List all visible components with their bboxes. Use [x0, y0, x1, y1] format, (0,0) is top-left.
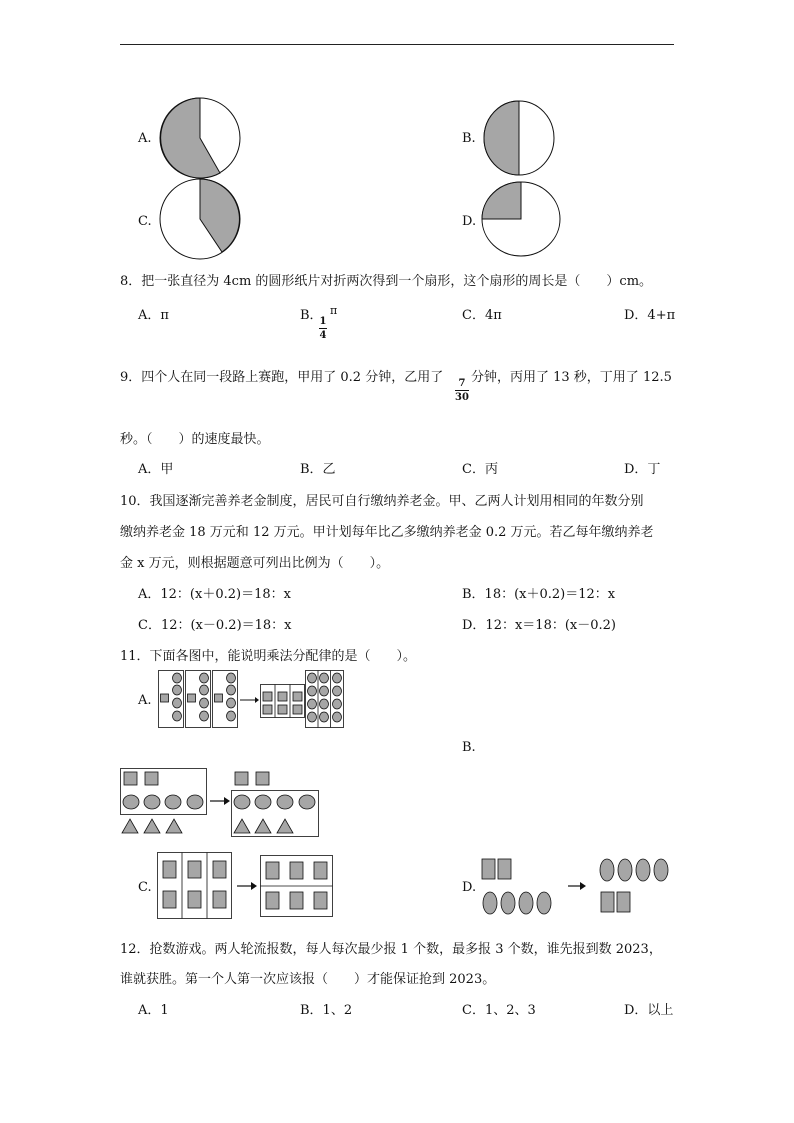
q9-option-b[interactable]: B．乙 [300, 462, 336, 477]
q10-option-c[interactable]: C．12：(x－0.2)＝18：x [138, 618, 292, 633]
q12-stem-line2: 谁就获胜。第一个人第一次应该报（ ）才能保证抢到 2023。 [120, 972, 496, 987]
q8-option-b-fraction [319, 316, 327, 341]
q8-option-b-prefix[interactable]: B． [300, 308, 323, 323]
q10-option-b[interactable]: B．18：(x＋0.2)＝12：x [462, 587, 616, 602]
q7-option-c-label[interactable]: C. [138, 214, 152, 229]
fraction-denominator: 4 [319, 330, 327, 341]
q8-option-b-pi: π [330, 304, 338, 317]
q9-option-a[interactable]: A．甲 [138, 462, 174, 477]
q8-option-c[interactable]: C．4π [462, 308, 502, 323]
q10-stem-line2: 缴纳养老金 18 万元和 12 万元。甲计划每年比乙多缴纳养老金 0.2 万元。若乙每年缴纳养老 [120, 525, 654, 540]
q9-option-c[interactable]: C．丙 [462, 462, 498, 477]
q10-stem-line3: 金 x 万元，则根据题意可列出比例为（ ）。 [120, 556, 390, 571]
fraction-numerator: 1 [319, 316, 327, 327]
q7-option-c-pie[interactable] [158, 177, 242, 261]
q8-option-d[interactable]: D．4+π [624, 308, 676, 323]
q12-option-a[interactable]: A．1 [138, 1003, 169, 1018]
q7-option-b-label[interactable]: B. [462, 131, 476, 146]
q7-option-d-pie[interactable] [481, 181, 561, 259]
q9-stem-part2: 分钟，丙用了 13 秒，丁用了 12.5 [471, 370, 672, 385]
q11-stem: 11．下面各图中，能说明乘法分配律的是（ ）。 [120, 649, 417, 664]
fraction-bar [319, 328, 327, 329]
q8-option-a[interactable]: A．π [138, 308, 169, 323]
header-rule [120, 44, 674, 45]
q9-stem-line2: 秒。（ ）的速度最快。 [120, 432, 270, 447]
q12-option-c[interactable]: C．1、2、3 [462, 1003, 536, 1018]
q11-option-c-label[interactable]: C. [138, 880, 152, 895]
fraction-denominator: 30 [455, 392, 469, 403]
q10-option-a[interactable]: A．12：(x＋0.2)＝18：x [138, 587, 291, 602]
q11-option-b-figure[interactable] [120, 768, 320, 840]
q8-stem: 8．把一张直径为 4cm 的圆形纸片对折两次得到一个扇形，这个扇形的周长是（ ）cm。 [120, 274, 653, 289]
q10-option-d[interactable]: D．12：x＝18：(x－0.2) [462, 618, 616, 633]
q7-option-d-label[interactable]: D. [462, 214, 477, 229]
q11-option-c-figure[interactable] [157, 852, 337, 920]
q12-option-b[interactable]: B．1、2 [300, 1003, 353, 1018]
q9-option-d[interactable]: D．丁 [624, 462, 661, 477]
q11-option-a-label[interactable]: A. [138, 693, 152, 708]
q11-option-b-label[interactable]: B. [462, 740, 476, 755]
fraction-numerator: 7 [458, 378, 466, 389]
fraction-bar [455, 390, 469, 391]
q12-stem-line1: 12．抢数游戏。两人轮流报数，每人每次最少报 1 个数，最多报 3 个数，谁先报到数 2023， [120, 942, 662, 957]
q9-stem-part1: 9．四个人在同一段路上赛跑，甲用了 0.2 分钟，乙用了 [120, 370, 444, 385]
q7-option-a-label[interactable]: A. [138, 131, 152, 146]
q7-option-b-pie[interactable] [483, 100, 555, 178]
q11-option-d-figure[interactable] [481, 858, 671, 916]
q11-option-a-figure[interactable] [158, 670, 348, 730]
q12-option-d[interactable]: D．以上 [624, 1003, 674, 1018]
q10-stem-line1: 10．我国逐渐完善养老金制度，居民可自行缴纳养老金。甲、乙两人计划用相同的年数分别 [120, 494, 644, 509]
q9-fraction [455, 378, 469, 403]
q7-option-a-pie[interactable] [158, 96, 242, 180]
q11-option-d-label[interactable]: D. [462, 880, 477, 895]
